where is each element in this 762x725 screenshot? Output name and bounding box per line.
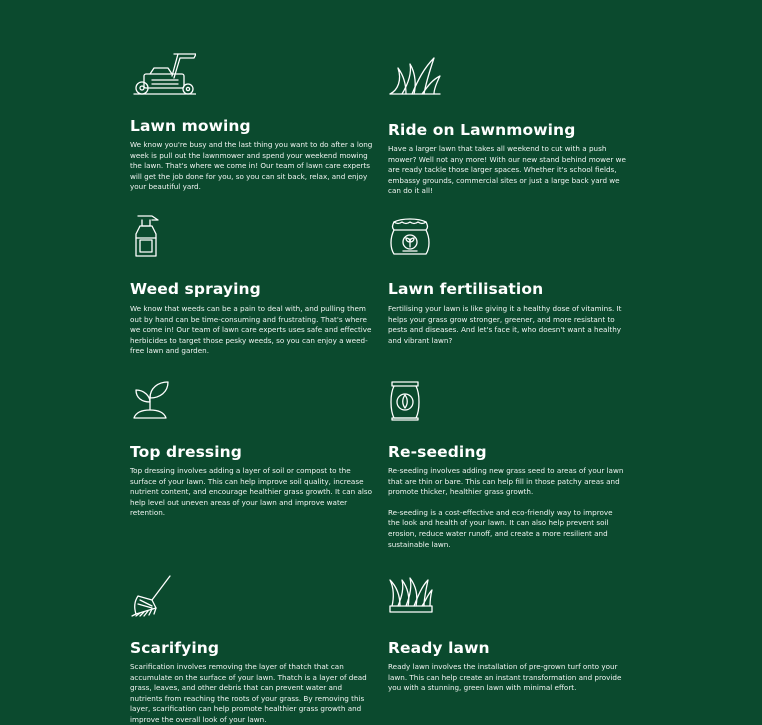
turf-icon: [388, 576, 633, 619]
service-paragraph: Fertilising your lawn is like giving it a healthy dose of vitamins. It helps your grass grow stronger, greener, and more resistant to pests and diseases. And let's face it, who doesn't want a healthy and vibrant lawn?: [388, 304, 622, 345]
service-description: [388, 304, 636, 346]
service-description: [130, 662, 370, 725]
lawnmower-icon: [130, 52, 375, 101]
service-title: Lawn mowing: [130, 117, 251, 135]
service-paragraph: Scarification involves removing the layer of thatch that can accumulate on the surface of your lawn. Thatch is a layer of dead grass, leaves, and other debris that can prevent water and nutrients from reaching the roots of your grass. By removing this layer, scarification can help promote healthier grass growth and improve the overall look of your lawn.: [130, 662, 367, 724]
seedling-icon: [130, 378, 375, 425]
fertiliser-bag-icon: [388, 216, 633, 261]
service-paragraph: Have a larger lawn that takes all weekend to cut with a push mower? Well not any more! With our new stand behind mower we are ready tackle those larger spaces. Whether it's school fields, embassy grounds, commercial sites or just a large back yard we can do it all!: [388, 144, 626, 196]
grass-tuft-icon: [388, 56, 633, 101]
service-description: [130, 304, 378, 357]
service-title: Ready lawn: [388, 639, 490, 657]
service-description: [388, 466, 626, 550]
service-paragraph: We know that weeds can be a pain to deal with, and pulling them out by hand can be time-consuming and frustrating. That's where we come in! Our team of lawn care experts uses safe and effective herbicides to target those pesky weeds, so you can enjoy a weed-free lawn and garden.: [130, 304, 372, 356]
service-title: Ride on Lawnmowing: [388, 121, 576, 139]
service-paragraph: We know you're busy and the last thing you want to do after a long week is pull out the lawnmower and spend your weekend mowing the lawn. That's where we come in! Our team of lawn care experts will get the job done for you, so you can sit back, relax, and enjoy your beautiful yard.: [130, 140, 373, 192]
service-description: [388, 662, 636, 694]
service-title: Lawn fertilisation: [388, 280, 544, 298]
seed-bag-icon: [388, 380, 633, 427]
service-description: [130, 466, 378, 519]
service-description: [388, 144, 633, 197]
service-description: [130, 140, 375, 193]
rake-icon: [130, 574, 375, 623]
service-paragraph: Top dressing involves adding a layer of soil or compost to the surface of your lawn. This can help improve soil quality, increase nutrient content, and encourage healthier grass growth. It can also help level out uneven areas of your lawn and improve water retention.: [130, 466, 373, 518]
service-paragraph: Re-seeding is a cost-effective and eco-friendly way to improve the look and health of your lawn. It can also help prevent soil erosion, reduce water runoff, and create a more resilient and sustainable lawn.: [388, 507, 613, 549]
service-title: Re-seeding: [388, 443, 487, 461]
service-title: Scarifying: [130, 639, 220, 657]
service-paragraph: Re-seeding involves adding new grass seed to areas of your lawn that are thin or bare. This can help fill in those patchy areas and promote thicker, healthier grass growth.: [388, 466, 624, 497]
service-paragraph: Ready lawn involves the installation of pre-grown turf onto your lawn. This can help create an instant transformation and provide you with a stunning, green lawn with minimal effort.: [388, 662, 622, 693]
service-title: Weed spraying: [130, 280, 261, 298]
spray-bottle-icon: [130, 214, 375, 263]
service-title: Top dressing: [130, 443, 243, 461]
